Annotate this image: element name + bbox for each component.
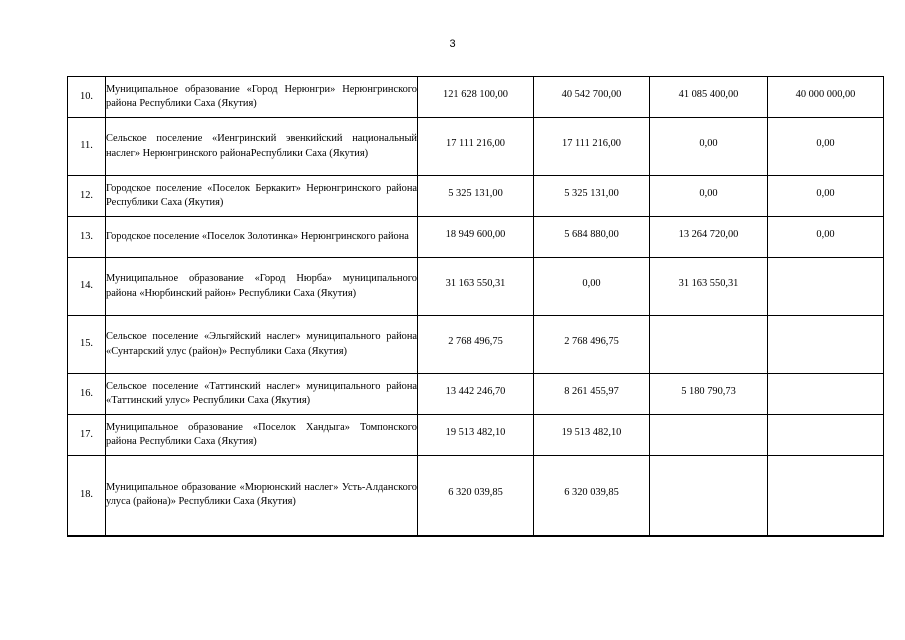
amount-year-1: 6 320 039,85 [564,487,619,499]
amount-year-1: 19 513 482,10 [561,426,622,438]
row-number-cell [68,316,106,374]
amount-total-cell [418,374,534,415]
amount-year-2-cell [650,258,768,316]
municipality-name: Муниципальное образование «Город Нерюнгри» Нерюнгринского района Республики Саха (Якутия) [106,83,417,109]
table-row [68,316,884,374]
amount-year-3: 0,00 [816,228,835,240]
amount-total: 31 163 550,31 [445,278,506,290]
row-number-cell [68,217,106,258]
amount-year-2-cell [650,316,768,374]
row-number: 10. [80,90,93,102]
amount-year-3: 0,00 [816,187,835,199]
table-row [68,415,884,456]
amount-total-cell [418,77,534,118]
amount-total: 13 442 246,70 [445,385,506,397]
amount-year-1: 17 111 216,00 [562,138,621,150]
amount-year-3-cell [768,456,884,536]
amount-year-3-cell [768,118,884,176]
row-number: 18. [80,489,93,501]
municipality-name: Муниципальное образование «Поселок Хандыга» Томпонского района Республики Саха (Якутия) [106,421,417,447]
row-number: 14. [80,280,93,292]
amount-total: 17 111 216,00 [446,138,505,150]
amount-total-cell [418,118,534,176]
amount-year-3-cell [768,415,884,456]
amount-year-1-cell [534,415,650,456]
amount-year-1: 5 325 131,00 [564,187,619,199]
amount-year-2-cell [650,77,768,118]
amount-year-1: 2 768 496,75 [564,336,619,348]
row-number-cell [68,176,106,217]
amount-year-1-cell [534,118,650,176]
amount-year-2: 5 180 790,73 [681,385,736,397]
budget-table [67,76,884,537]
municipality-name: Городское поселение «Поселок Беркакит» Нерюнгринского района Республики Саха (Якутия) [106,182,417,208]
row-number-cell [68,258,106,316]
amount-year-2-cell [650,176,768,217]
amount-year-1: 40 542 700,00 [561,88,622,100]
row-number-cell [68,374,106,415]
amount-year-1-cell [534,217,650,258]
municipality-name: Сельское поселение «Эльгяйский наслег» муниципального района «Сунтарский улус (район)» Республики Саха (Якутия) [106,331,417,357]
municipality-name: Муниципальное образование «Город Нюрба» муниципального района «Нюрбинский район» Республики Саха (Якутия) [106,273,417,299]
page-number: 3 [449,38,456,50]
row-number-cell [68,77,106,118]
table-row [68,118,884,176]
amount-year-1-cell [534,176,650,217]
amount-total: 19 513 482,10 [445,426,506,438]
amount-total: 121 628 100,00 [443,88,508,100]
amount-year-3-cell [768,217,884,258]
municipality-name: Сельское поселение «Таттинский наслег» муниципального района «Таттинский улус» Республики Саха (Якутия) [106,380,417,406]
row-number: 16. [80,387,93,399]
municipality-name-cell [106,374,418,415]
amount-total-cell [418,258,534,316]
amount-total-cell [418,456,534,536]
row-number-cell [68,456,106,536]
amount-year-2: 0,00 [699,138,718,150]
amount-total-cell [418,217,534,258]
amount-year-2-cell [650,456,768,536]
amount-total-cell [418,415,534,456]
municipality-name-cell [106,316,418,374]
amount-year-1: 8 261 455,97 [564,385,619,397]
amount-year-1-cell [534,456,650,536]
municipality-name: Муниципальное образование «Мюрюнский наслег» Усть-Алданского улуса (района)» Республики Саха (Якутия) [106,481,417,508]
municipality-name: Сельское поселение «Иенгринский эвенкийский национальный наслег» Нерюнгринского районаРеспублики Саха (Якутия) [106,133,417,159]
row-number: 17. [80,428,93,440]
row-number-cell [68,415,106,456]
amount-total: 18 949 600,00 [445,228,506,240]
municipality-name-cell [106,118,418,176]
municipality-name-cell [106,176,418,217]
table-row [68,258,884,316]
amount-year-1: 0,00 [582,278,601,290]
municipality-name-cell [106,258,418,316]
amount-year-1-cell [534,77,650,118]
amount-year-2: 31 163 550,31 [678,278,739,290]
municipality-name: Городское поселение «Поселок Золотинка» Нерюнгринского района [106,230,409,242]
amount-year-2: 41 085 400,00 [678,88,739,100]
amount-year-1-cell [534,258,650,316]
amount-year-3-cell [768,258,884,316]
table-row [68,456,884,536]
row-number: 12. [80,189,93,201]
amount-year-2-cell [650,118,768,176]
amount-year-2: 0,00 [699,187,718,199]
amount-year-2-cell [650,217,768,258]
table-row [68,176,884,217]
amount-year-1-cell [534,374,650,415]
table-row [68,217,884,258]
amount-total-cell [418,316,534,374]
amount-year-3-cell [768,176,884,217]
row-number-cell [68,118,106,176]
amount-year-3-cell [768,77,884,118]
amount-year-1-cell [534,316,650,374]
table-row [68,77,884,118]
amount-year-3-cell [768,316,884,374]
amount-year-3-cell [768,374,884,415]
amount-year-3: 0,00 [816,138,835,150]
municipality-name-cell [106,77,418,118]
amount-year-2-cell [650,374,768,415]
amount-total-cell [418,176,534,217]
amount-total: 5 325 131,00 [448,187,503,199]
row-number: 13. [80,230,93,242]
amount-total: 2 768 496,75 [448,336,503,348]
amount-year-2-cell [650,415,768,456]
table-row [68,374,884,415]
municipality-name-cell [106,415,418,456]
amount-total: 6 320 039,85 [448,487,503,499]
amount-year-1: 5 684 880,00 [564,228,619,240]
amount-year-3: 40 000 000,00 [795,88,856,100]
row-number: 11. [80,140,93,152]
municipality-name-cell [106,456,418,536]
amount-year-2: 13 264 720,00 [678,228,739,240]
municipality-name-cell [106,217,418,258]
row-number: 15. [80,338,93,350]
